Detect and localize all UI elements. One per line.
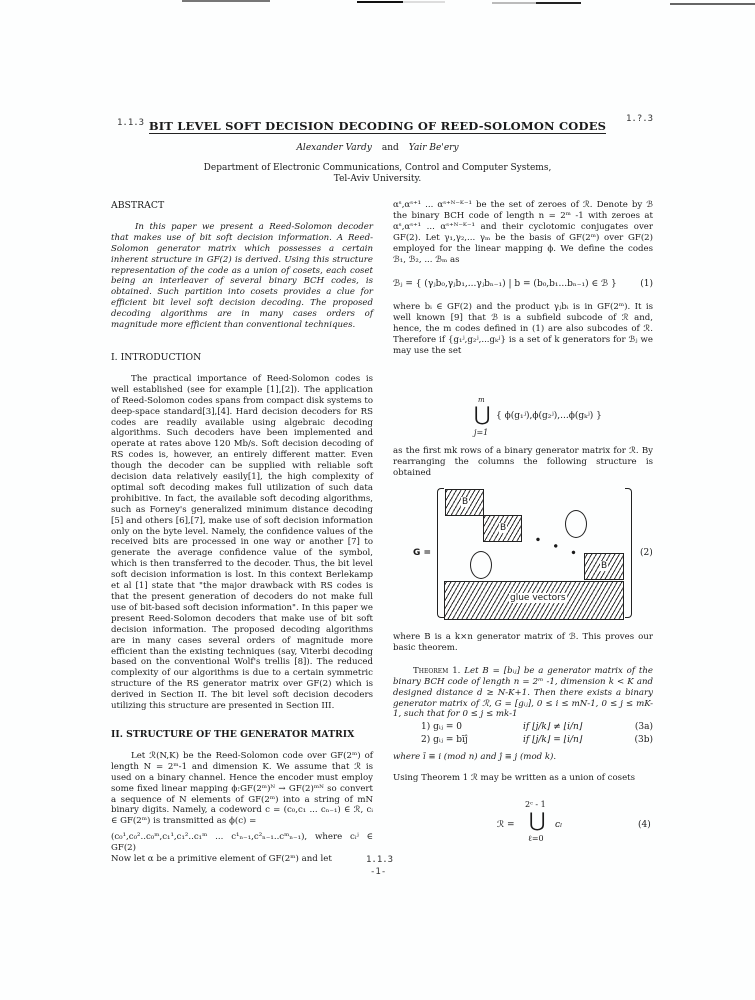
scan-artifact	[492, 2, 536, 4]
scan-artifact	[182, 0, 270, 2]
where-line: where ī ≡ i (mod n) and ĵ ≡ j (mod k).	[393, 752, 557, 763]
equation-4-number: (4)	[638, 820, 651, 830]
using-theorem-line: Using Theorem 1 ℛ may be written as a union of cosets	[393, 773, 636, 784]
theorem-label: Theorem 1.	[413, 665, 461, 676]
ellipsis-dots: • • •	[532, 532, 583, 562]
union-symbol: ⋃	[474, 402, 491, 426]
right-column-bottom	[393, 632, 653, 784]
section2-para2: Now let α be a primitive element of GF(2ᵐ) and let	[111, 854, 332, 865]
authors: Alexander Vardy and Yair Be'ery	[296, 143, 459, 153]
footer-page-number: -1-	[370, 867, 387, 877]
equation-4: ℛ = 2ᶜ - 1 ⋃ ℓ=0 ᴄₗ (4)	[497, 800, 651, 843]
abstract-body: In this paper we present a Reed-Solomon decoder that makes use of bit soft decision information. A Reed-Solomon generator matrix which possesses a certain inherent structure in GF(2) is derived. Using this structure representation of the code as a union of cosets, each coset being an interleaver of several binary BCH codes, is obtained. Such partition into cosets provides a clue for efficient bit level soft decision decoding. The proposed decoding algorithms are in many cases orders of magnitude more efficient than conventional techniques.	[111, 221, 373, 331]
right-column-top	[393, 200, 653, 357]
left-column	[111, 201, 373, 865]
right-bracket	[625, 488, 632, 618]
section2-para1: Let ℛ(N,K) be the Reed-Solomon code over GF(2ᵐ) of length N = 2ᵐ-1 and dimension K. We assume that ℛ is used on a binary channel. Hence the encoder must employ some fixed linear mapping ϕ:GF(2ᵐ)ᴺ → GF(2)ᵐᴺ so convert a sequence of N elements of GF(2ᵐ) into a string of mN binary digits. Namely, a codeword c = (c₀,c₁ ... cₙ₋₁) ∈ ℛ, cᵢ ∈ GF(2ᵐ) is transmitted as ϕ(c) =	[111, 750, 373, 827]
glue-vectors-block: glue vectors	[444, 581, 624, 620]
paper-title: BIT LEVEL SOFT DECISION DECODING OF REED-SOLOMON CODES	[148, 119, 607, 133]
section2-para1-cont: (c₀¹,c₀²..c₀ᵐ,c₁¹,c₁²..c₁ᵐ ... c¹ₙ₋₁,c²ₙ₋₁..cᵐₙ₋₁), where cᵢʲ ∈ GF(2)	[111, 832, 373, 854]
block-B-2: B	[483, 515, 522, 542]
condition-3b: 2) gᵢⱼ = bīĵ if ⌊j/k⌋ = ⌊i/n⌋ (3b)	[421, 735, 653, 746]
condition-3a: 1) gᵢⱼ = 0 if ⌊j/k⌋ ≠ ⌊i/n⌋ (3a)	[421, 722, 653, 733]
section2-heading: II. STRUCTURE OF THE GENERATOR MATRIX	[111, 728, 355, 740]
after-figure-paragraph: where B is a k×n generator matrix of ℬ. This proves our basic theorem.	[393, 632, 653, 653]
union-equation: m ⋃ j=1 { ϕ(g₁ʲ),ϕ(g₂ʲ),...ϕ(gₖʲ) }	[474, 396, 602, 437]
page-code-left: 1.1.3	[117, 118, 145, 128]
theorem-1: Theorem 1. Let B = [bᵢⱼ] be a generator matrix of the binary BCH code of length n = 2ᵐ -1, dimension k < K and designed distance d ≥ N-K+1. Then there exists a binary generator matrix of ℛ, G = [gᵢⱼ], 0 ≤ i ≤ mN-1, 0 ≤ j ≤ mK-1, such that for 0 ≤ j ≤ mk-1	[393, 665, 653, 720]
scan-artifact	[670, 3, 755, 5]
affiliation: Department of Electronic Communications, Control and Computer Systems, Tel-Aviv University.	[203, 163, 552, 184]
scan-artifact	[536, 2, 581, 4]
intro-body: The practical importance of Reed-Solomon codes is well established (see for example [1],[2]). The application of Reed-Solomon codes spans from compact disk systems to deep-space standard[3],[4]. Hard decision decoders for RS codes are readily available using algebraic decoding algorithms. Such decoders have been implemented and operate at rates above 120 Mb/s. Soft decision decoding of RS codes is, however, an entirely different matter. Even though the decoder can be supplied with reliable soft decision data relatively easily[1], the high complexity of optimal soft decoding makes full utilization of such data prohibitive. In fact, the available soft decoding algorithms, such as Forney's generalized minimum distance decoding [5] and others [6],[7], make use of soft decision information only on the byte level. Namely, the confidence values of the received bits are processed in one way or another [7] to generate the average confidence value of the symbol, which is then transferred to the decoder. Thus, the bit level soft decision information is lost. In this context Berlekamp et al [1] state that "the major drawback with RS codes is that the present generation of decoders do not make full use of bit-based soft decision information". In this paper we present Reed-Solomon decoders that make use of bit soft decision information. The proposed decoding algorithms are in many cases several orders of magnitude more efficient than the existing techniques (say, Viterbi decoding based on the conventional Wolf's trellis [8]). The reduced complexity of our algorithms is due to a certain symmetric structure of the RS generator matrix over GF(2) which is derived in Section II. The bit level soft decision decoders utilizing this structure are presented in Section III.	[111, 373, 373, 712]
subcode-paragraph: where bᵢ ∈ GF(2) and the product γⱼbᵢ is in GF(2ᵐ). It is well known [9] that ℬ is a subfield subcode of ℛ and, hence, the m codes defined in (1) are also subcodes of ℛ. Therefore if {g₁ʲ,g₂ʲ,...gₖʲ} is a set of k generators for ℬⱼ we may use the set	[393, 302, 653, 356]
rearrange-paragraph: as the first mk rows of a binary generator matrix for ℛ. By rearranging the columns the following structure is obtained	[393, 446, 653, 478]
left-bracket	[437, 488, 444, 618]
zero-oval-lower	[470, 551, 492, 579]
equation-1: ℬⱼ = { (γⱼb₀,γⱼb₁,...γⱼbₙ₋₁) | b = (b₀,b₁...bₙ₋₁) ∈ ℬ } (1)	[393, 279, 653, 290]
matrix-label: G =	[413, 548, 432, 558]
equation-2-number: (2)	[640, 548, 653, 558]
abstract-heading: ABSTRACT	[111, 200, 165, 211]
scan-artifact	[357, 1, 403, 3]
block-B-m: B	[584, 553, 624, 580]
intro-heading: I. INTRODUCTION	[111, 351, 202, 363]
zeroes-paragraph: αˢ,αˢ⁺¹ ... αˢ⁺ᴺ⁻ᴷ⁻¹ be the set of zeroes of ℛ. Denote by ℬ the binary BCH code of length n = 2ᵐ -1 with zeroes at αˢ,αˢ⁺¹ ... αˢ⁺ᴺ⁻ᴷ⁻¹ and their cyclotomic conjugates over GF(2). Let γ₁,γ₂,... γₘ be the basis of GF(2ᵐ) over GF(2) employed for the linear mapping ϕ. We define the codes ℬ₁, ℬ₂, ... ℬₘ as	[393, 200, 653, 265]
scan-artifact	[403, 1, 445, 3]
footer-code: 1.1.3	[366, 855, 394, 865]
block-B-1: B	[445, 489, 484, 516]
author-1: Alexander Vardy	[296, 143, 372, 153]
zero-oval-upper	[565, 510, 587, 538]
equation-1-number: (1)	[640, 279, 653, 290]
page-code-right: 1.?.3	[626, 114, 654, 124]
author-2: Yair Be'ery	[408, 143, 459, 153]
union-symbol: ⋃	[529, 808, 546, 832]
